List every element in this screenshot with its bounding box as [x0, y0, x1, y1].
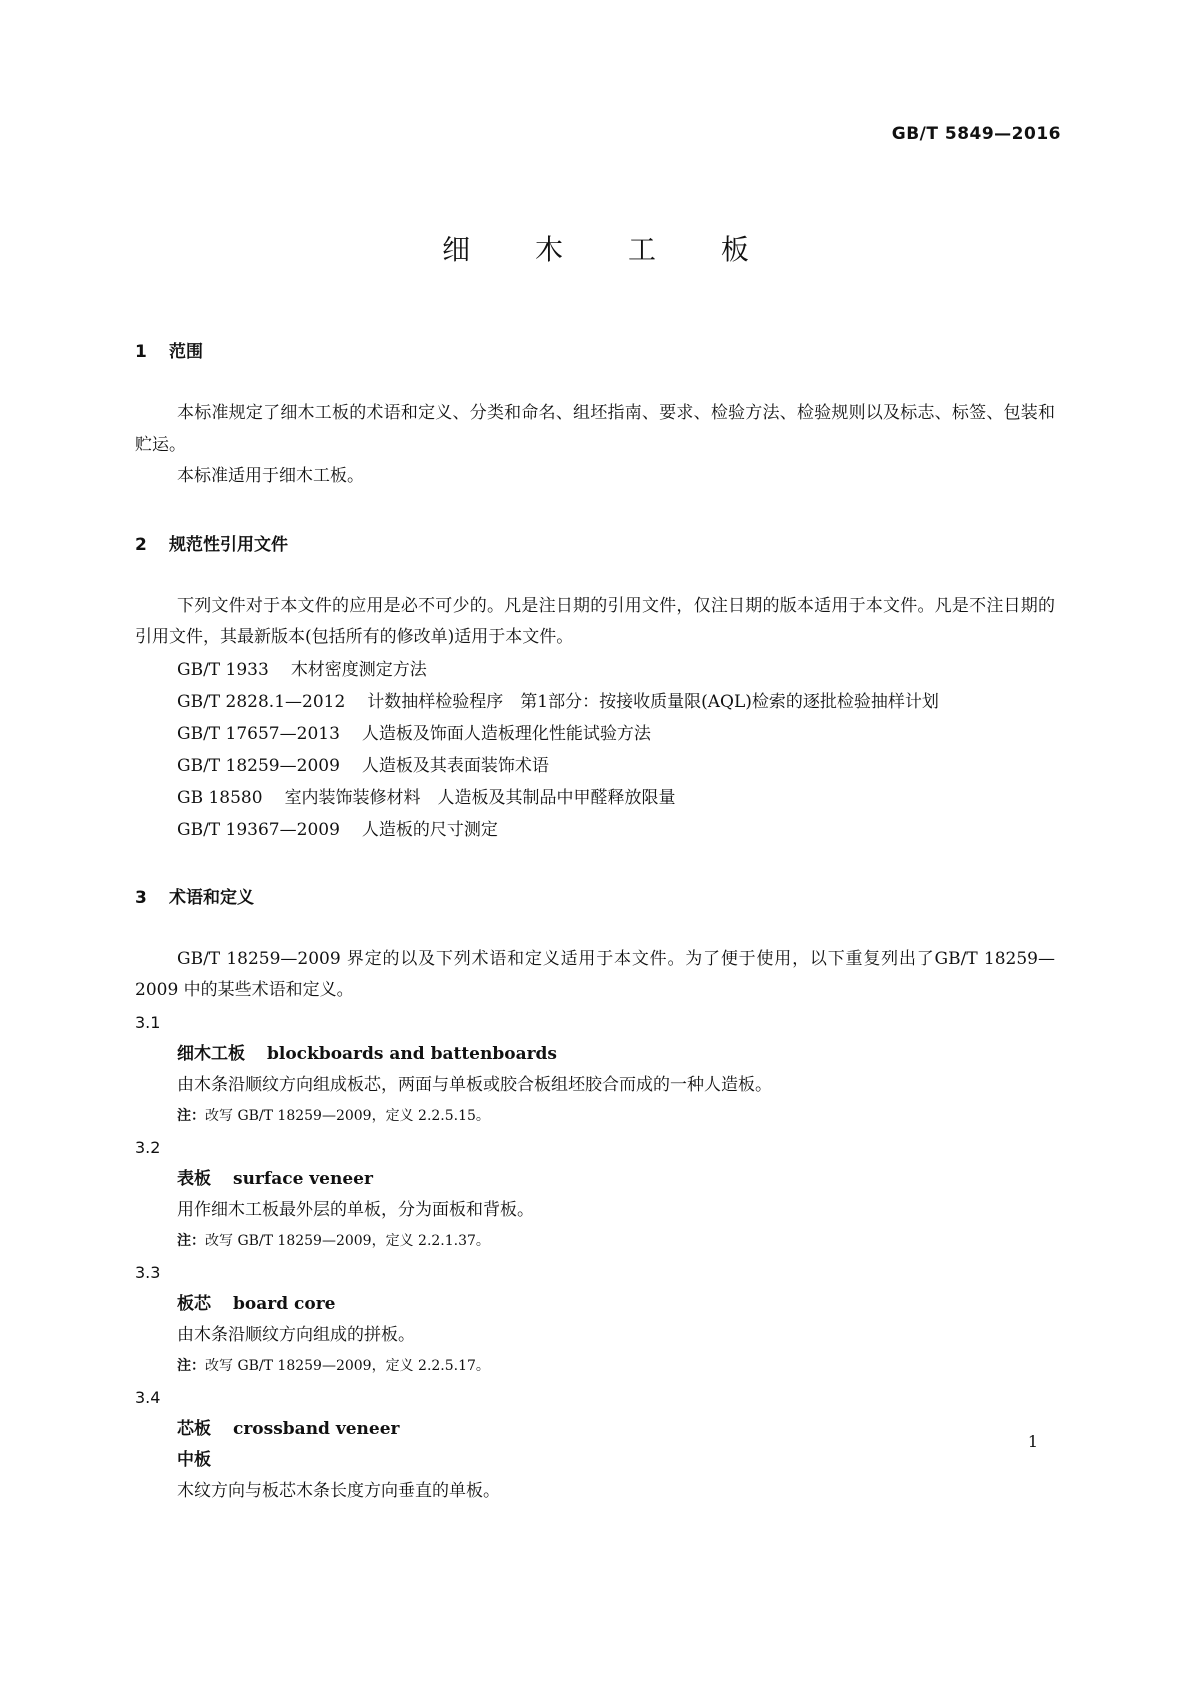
section-title: 范围 — [169, 342, 203, 362]
reference-item: GB/T 2828.1—2012 计数抽样检验程序 第1部分：按接收质量限(AQL)检索的逐批检验抽样计划 — [177, 691, 939, 712]
term-name: 表板 surface veneer — [177, 1168, 373, 1189]
reference-item: GB/T 17657—2013 人造板及饰面人造板理化性能试验方法 — [177, 723, 651, 744]
term-number: 3.1 — [135, 1012, 161, 1032]
reference-item: GB/T 1933 木材密度测定方法 — [177, 659, 427, 680]
term-number: 3.3 — [135, 1262, 161, 1282]
term-number: 3.4 — [135, 1387, 161, 1407]
term-name: 芯板 crossband veneer — [177, 1418, 400, 1439]
page-number: 1 — [1027, 1432, 1038, 1451]
term-definition: 由木条沿顺纹方向组成的拼板。 — [177, 1324, 415, 1345]
term-number: 3.2 — [135, 1137, 161, 1157]
term-note: 注：改写 GB/T 18259—2009，定义 2.2.5.15。 — [177, 1107, 490, 1124]
standard-number: GB/T 5849—2016 — [891, 124, 1061, 144]
references-intro: 下列文件对于本文件的应用是必不可少的。凡是注日期的引用文件，仅注日期的版本适用于本文件。凡是不注日期的引用文件，其最新版本(包括所有的修改单)适用于本文件。 — [135, 595, 1055, 647]
scope-applicability: 本标准适用于细木工板。 — [177, 466, 364, 486]
reference-item: GB/T 18259—2009 人造板及其表面装饰术语 — [177, 755, 549, 776]
term-definition: 木纹方向与板芯木条长度方向垂直的单板。 — [177, 1480, 500, 1501]
section-2-heading — [135, 529, 1055, 561]
reference-item: GB 18580 室内装饰装修材料 人造板及其制品中甲醛释放限量 — [177, 787, 676, 808]
term-definition: 由木条沿顺纹方向组成板芯，两面与单板或胶合板组坯胶合而成的一种人造板。 — [177, 1074, 772, 1095]
section-number: 2 — [135, 534, 147, 555]
section-1-heading — [135, 336, 1055, 368]
term-name: 细木工板 blockboards and battenboards — [177, 1043, 558, 1064]
scope-paragraph: 本标准规定了细木工板的术语和定义、分类和命名、组坯指南、要求、检验方法、检验规则以及标志、标签、包装和贮运。 — [135, 403, 1055, 455]
section-3-heading — [135, 882, 1055, 914]
reference-item: GB/T 19367—2009 人造板的尺寸测定 — [177, 819, 498, 840]
section-number: 1 — [135, 342, 147, 362]
section-number: 3 — [135, 887, 147, 908]
section-title: 规范性引用文件 — [169, 534, 288, 555]
term-alternate-name: 中板 — [177, 1449, 211, 1470]
term-name: 板芯 board core — [177, 1293, 336, 1314]
document-title: 细 木 工 板 — [442, 233, 777, 266]
section-title: 术语和定义 — [169, 887, 254, 908]
terms-intro: GB/T 18259—2009 界定的以及下列术语和定义适用于本文件。为了便于使用，以下重复列出了GB/T 18259—2009 中的某些术语和定义。 — [135, 948, 1055, 1000]
term-definition: 用作细木工板最外层的单板，分为面板和背板。 — [177, 1199, 534, 1220]
term-note: 注：改写 GB/T 18259—2009，定义 2.2.5.17。 — [177, 1357, 490, 1374]
document-body — [135, 336, 1055, 1507]
term-note: 注：改写 GB/T 18259—2009，定义 2.2.1.37。 — [177, 1232, 490, 1249]
